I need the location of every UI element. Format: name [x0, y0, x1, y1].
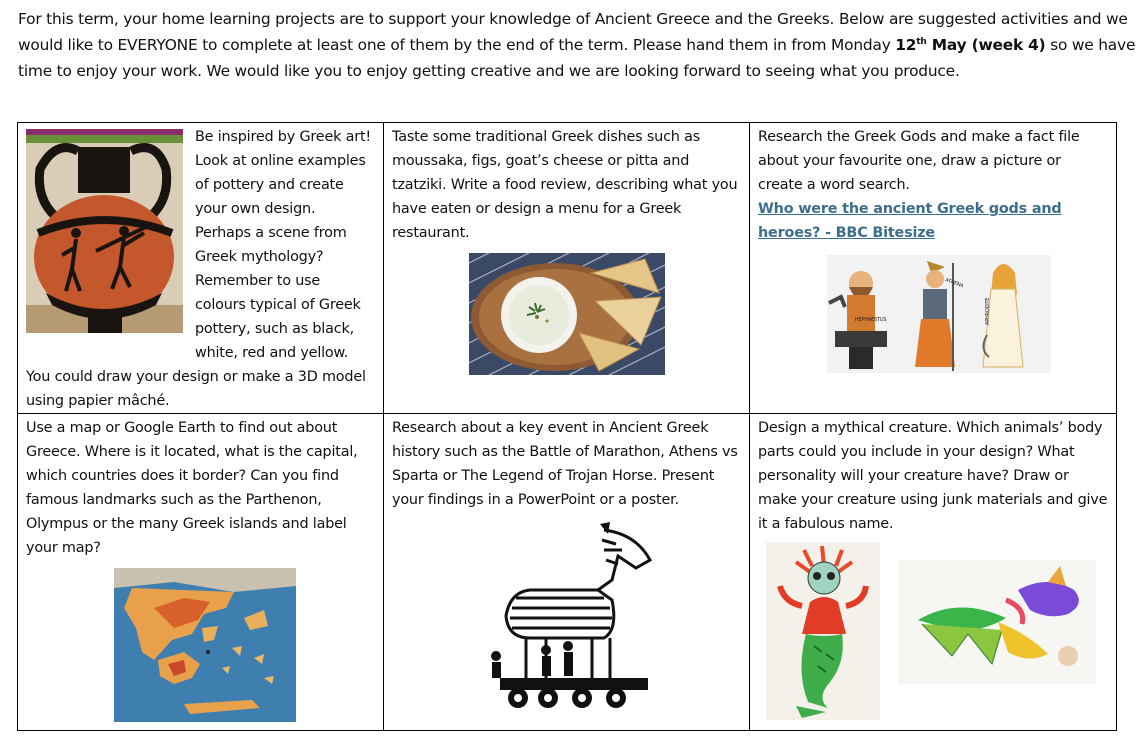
activity-history-text: Research about a key event in Ancient Greek history such as the Battle of Marathon, Athens vs Sparta or The Legend of Trojan Horse. Present your findings in a PowerPoint or a poster. — [392, 420, 738, 508]
label-athena: ATHENA — [944, 277, 965, 290]
activity-creature-cell — [750, 414, 1117, 731]
bbc-bitesize-link[interactable]: Who were the ancient Greek gods and heroes? - BBC Bitesize — [758, 201, 1062, 241]
label-hephaestus: HEPHAESTUS — [855, 317, 887, 323]
activity-gods-text: Research the Greek Gods and make a fact file about your favourite one, draw a picture or create a word search. — [758, 129, 1080, 193]
intro-text-1: For this term, your home learning projects are to support your knowledge of Ancient Greece and the Greeks. Below are suggested activities and we would like to EVERYONE to complete at least one of them by the end of the term. Please hand them in from Monday — [18, 10, 1128, 54]
paper-dragon-photo — [898, 560, 1096, 684]
tzatziki-pitta-image — [469, 253, 665, 375]
activity-pottery-cell — [18, 123, 384, 414]
activities-table — [17, 122, 1117, 731]
greece-map-image — [114, 568, 296, 722]
intro-text-2: so we have time to enjoy your work. We would like you to enjoy getting creative and we are looking forward to seeing what you produce. — [18, 36, 1136, 80]
activity-gods-cell — [750, 123, 1117, 414]
activity-map-cell — [18, 414, 384, 731]
activity-map-text: Use a map or Google Earth to find out about Greece. Where is it located, what is the capital, which countries does it border? Can you find famous landmarks such as the Parthenon, Olympus or the many Greek islands and label your map? — [26, 420, 358, 556]
mythical-creature-drawing — [766, 542, 880, 720]
intro-date: 12th May (week 4) — [895, 36, 1046, 54]
activity-pottery-text: Be inspired by Greek art! Look at online examples of pottery and create your own design. Perhaps a scene from Greek mythology? Remember to use colours typical of Greek pottery, such as black, white, red and yellow. You could draw your design or make a 3D model using papier mâché. — [26, 129, 371, 409]
intro-paragraph — [18, 6, 1142, 84]
activity-food-cell — [384, 123, 750, 414]
greek-gods-illustration — [827, 255, 1051, 373]
activity-creature-text: Design a mythical creature. Which animals’ body parts could you include in your design? What personality will your creature have? Draw or make your creature using junk materials and give it a fabulous name. — [758, 420, 1108, 532]
greek-pot-image — [26, 129, 183, 341]
activity-food-text: Taste some traditional Greek dishes such as moussaka, figs, goat’s cheese or pitta and tzatziki. Write a food review, describing what you have eaten or design a menu for a Greek restaurant. — [392, 129, 738, 241]
trojan-horse-image — [486, 520, 658, 710]
label-aphrodite: APHRODITE — [985, 297, 991, 325]
activity-history-cell — [384, 414, 750, 731]
